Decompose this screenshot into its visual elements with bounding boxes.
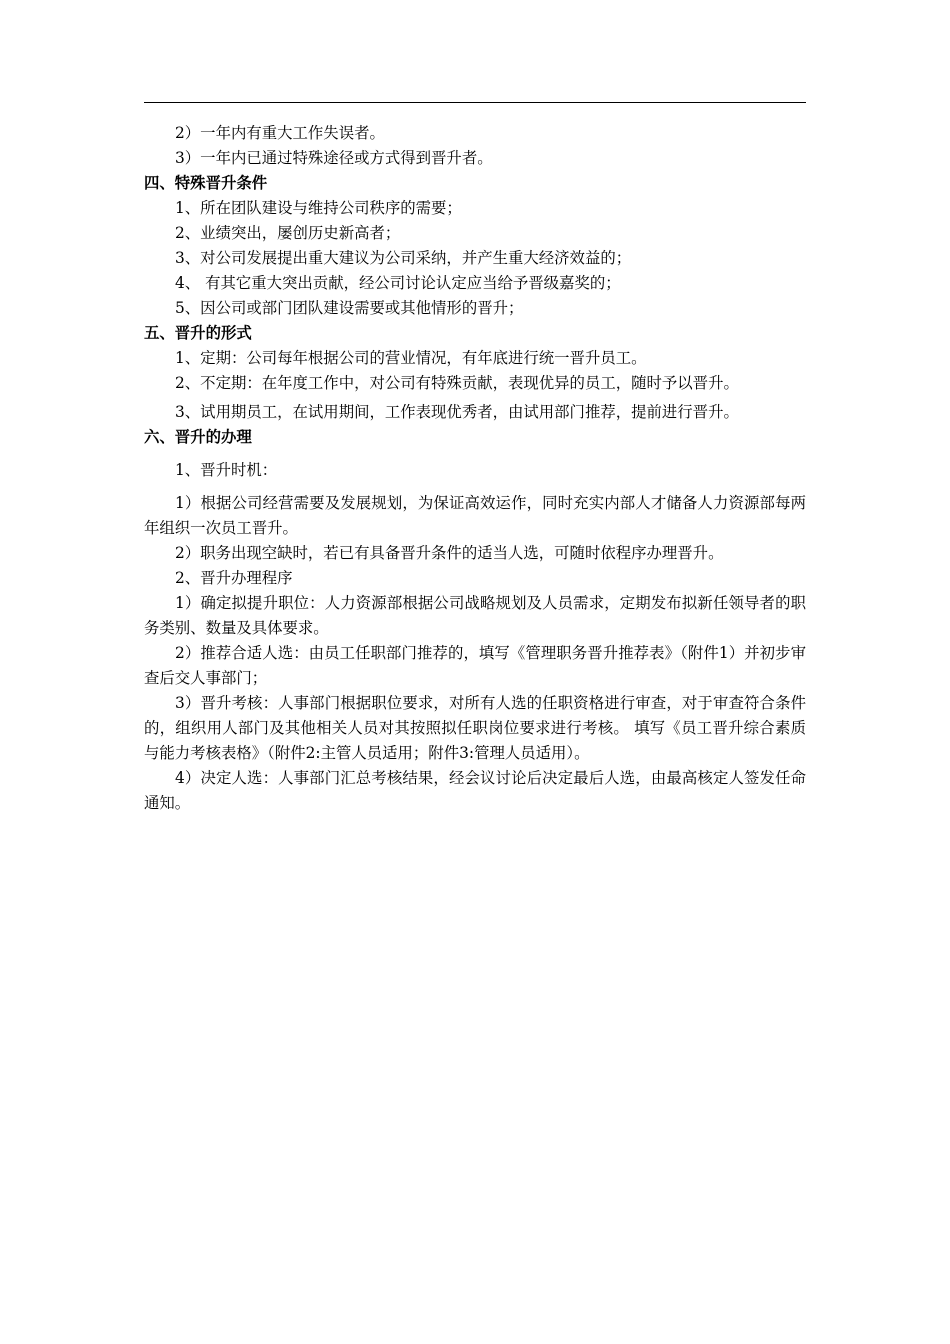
paragraph-procedure-3: 3）晋升考核：人事部门根据职位要求，对所有人选的任职资格进行审查，对于审查符合条件的，组织用人部门及其他相关人员对其按照拟任职岗位要求进行考核。 填写《员工晋升综合素质与能力考核表格》（附件2:主管人员适用；附件3:管理人员适用）。	[144, 694, 806, 762]
section-heading-promotion-forms: 五、晋升的形式	[144, 324, 252, 342]
paragraph-exclusion-3: 3）一年内已通过特殊途径或方式得到晋升者。	[175, 149, 493, 167]
paragraph-timing: 1、晋升时机：	[175, 461, 278, 479]
paragraph-form-2: 2、不定期：在年度工作中，对公司有特殊贡献，表现优异的员工，随时予以晋升。	[175, 374, 739, 392]
document-body	[144, 121, 806, 816]
paragraph-procedure-1: 1）确定拟提升职位：人力资源部根据公司战略规划及人员需求，定期发布拟新任领导者的职务类别、数量及具体要求。	[144, 594, 806, 637]
paragraph-timing-1: 1）根据公司经营需要及发展规划，为保证高效运作，同时充实内部人才储备人力资源部每两年组织一次员工晋升。	[144, 494, 806, 537]
paragraph-form-1: 1、定期：公司每年根据公司的营业情况，有年底进行统一晋升员工。	[175, 349, 647, 367]
paragraph-timing-2: 2）职务出现空缺时，若已有具备晋升条件的适当人选，可随时依程序办理晋升。	[175, 544, 724, 562]
header-rule	[144, 102, 806, 103]
paragraph-procedure: 2、晋升办理程序	[175, 569, 293, 587]
paragraph-special-1: 1、所在团队建设与维持公司秩序的需要；	[175, 199, 462, 217]
section-heading-special-promotion: 四、特殊晋升条件	[144, 174, 268, 192]
paragraph-special-3: 3、对公司发展提出重大建议为公司采纳，并产生重大经济效益的；	[175, 249, 632, 267]
paragraph-procedure-4: 4）决定人选：人事部门汇总考核结果，经会议讨论后决定最后人选，由最高核定人签发任命通知。	[144, 769, 806, 812]
paragraph-special-4: 4、 有其它重大突出贡献，经公司讨论认定应当给予晋级嘉奖的；	[175, 274, 621, 292]
section-heading-promotion-handling: 六、晋升的办理	[144, 428, 252, 446]
paragraph-exclusion-2: 2）一年内有重大工作失误者。	[175, 124, 385, 142]
paragraph-procedure-2: 2）推荐合适人选：由员工任职部门推荐的，填写《管理职务晋升推荐表》（附件1）并初步审查后交人事部门；	[144, 644, 806, 687]
paragraph-special-5: 5、因公司或部门团队建设需要或其他情形的晋升；	[175, 299, 524, 317]
paragraph-form-3: 3、试用期员工，在试用期间，工作表现优秀者，由试用部门推荐，提前进行晋升。	[175, 403, 739, 421]
paragraph-special-2: 2、业绩突出，屡创历史新高者；	[175, 224, 401, 242]
